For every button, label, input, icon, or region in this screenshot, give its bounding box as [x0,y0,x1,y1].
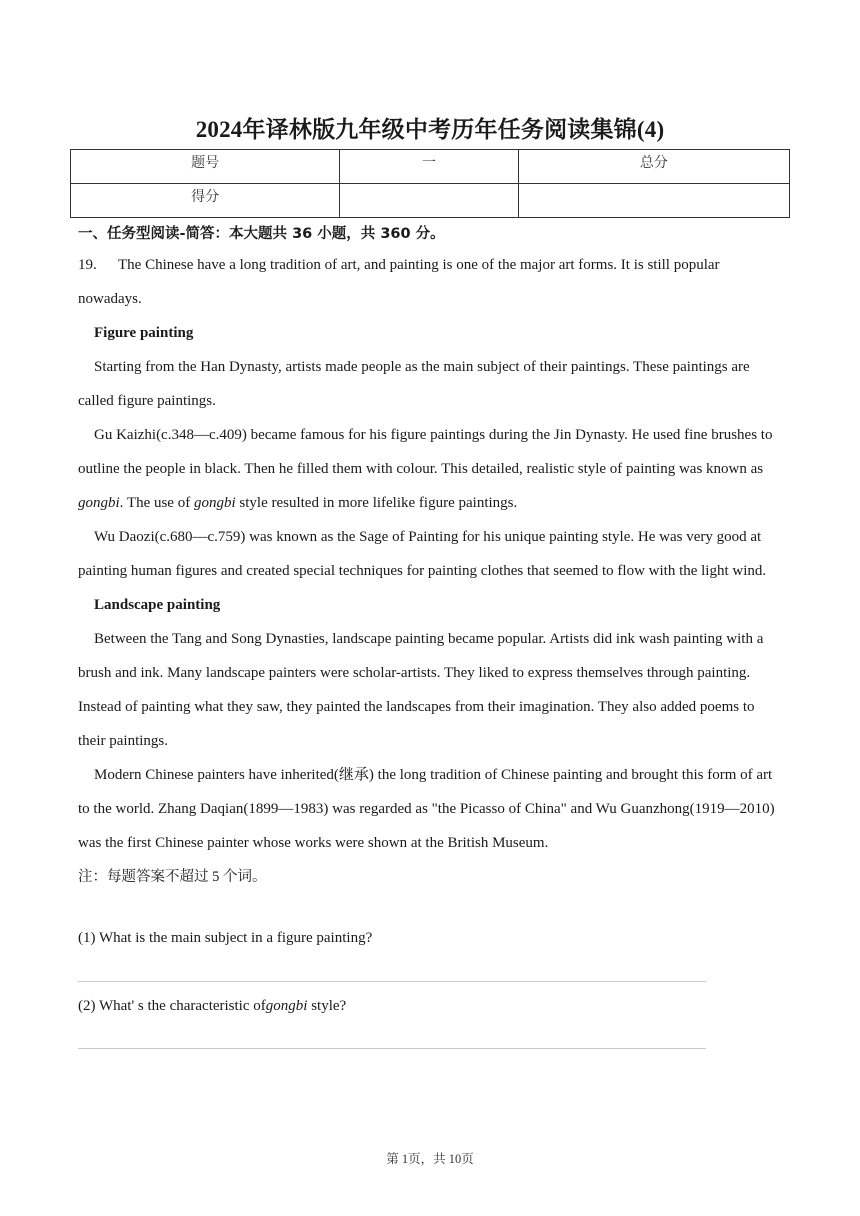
passage [78,248,784,894]
question-1: (1) What is the main subject in a figure painting? [78,930,373,946]
answer-line-2[interactable] [78,1048,706,1049]
paragraph-han-dynasty: Starting from the Han Dynasty, artists made people as the main subject of their paintings. These paintings are called figure paintings. [78,359,750,409]
intro-paragraph [78,248,784,316]
paragraph-landscape: Between the Tang and Song Dynasties, landscape painting became popular. Artists did ink wash painting with a brush and ink. Many landscape painters were scholar-artists. They liked to express themselves through painting. Instead of painting what they saw, they painted the landscapes from their imagination. They also added poems to their paintings. [78,631,764,749]
score-table [70,149,790,218]
score-table-cell: 一 [340,150,519,184]
score-row-label: 得分 [71,184,340,218]
score-table-cell: 总分 [518,150,789,184]
text-span: Gu Kaizhi(c.348—c.409) became famous for his figure paintings during the Jin Dynasty. He used fine brushes to outline the people in black. Then he filled them with colour. This detailed, realistic style of painting was known as [78,427,773,477]
score-total-cell[interactable] [518,184,789,218]
paragraph-modern-painters: Modern Chinese painters have inherited(继承) the long tradition of Chinese painting and brought this form of art to the world. Zhang Daqian(1899—1983) was regarded as "the Picasso of China" and Wu Guanzhong(1919—2010) was the first Chinese painter whose works were shown at the British Museum. [78,767,775,851]
score-table-row [71,184,790,218]
score-table-cell: 题号 [71,150,340,184]
page-footer: 第 1页，共 10页 [386,1152,474,1166]
section-heading: 一、任务型阅读-简答：本大题共 36 小题，共 360 分。 [78,226,445,242]
question-number: 19. [78,257,97,273]
text-span: style resulted in more lifelike figure paintings. [235,495,518,511]
score-table-header-row [71,150,790,184]
term-gongbi: gongbi [78,495,120,511]
answer-note: 注：每题答案不超过 5 个词。 [78,869,267,885]
figure-painting-heading: Figure painting [94,325,194,341]
page-title: 2024年译林版九年级中考历年任务阅读集锦(4) [195,117,665,142]
text-span: . The use of [119,495,194,511]
paragraph-gu-kaizhi [78,418,784,520]
paragraph-wu-daozi: Wu Daozi(c.680—c.759) was known as the Sage of Painting for his unique painting style. He was very good at painting human figures and created special techniques for painting clothes that seemed to flow with the light wind. [78,529,767,579]
intro-text: The Chinese have a long tradition of art, and painting is one of the major art forms. It is still popular nowadays. [78,257,720,307]
term-gongbi: gongbi [193,495,236,511]
text-span: (2) What' s the characteristic of [78,998,266,1014]
answer-line-1[interactable] [78,981,706,982]
text-span: style? [307,998,347,1014]
landscape-painting-heading: Landscape painting [94,597,221,613]
question-2 [78,998,346,1015]
score-input-cell[interactable] [340,184,519,218]
term-gongbi: gongbi [265,998,308,1014]
